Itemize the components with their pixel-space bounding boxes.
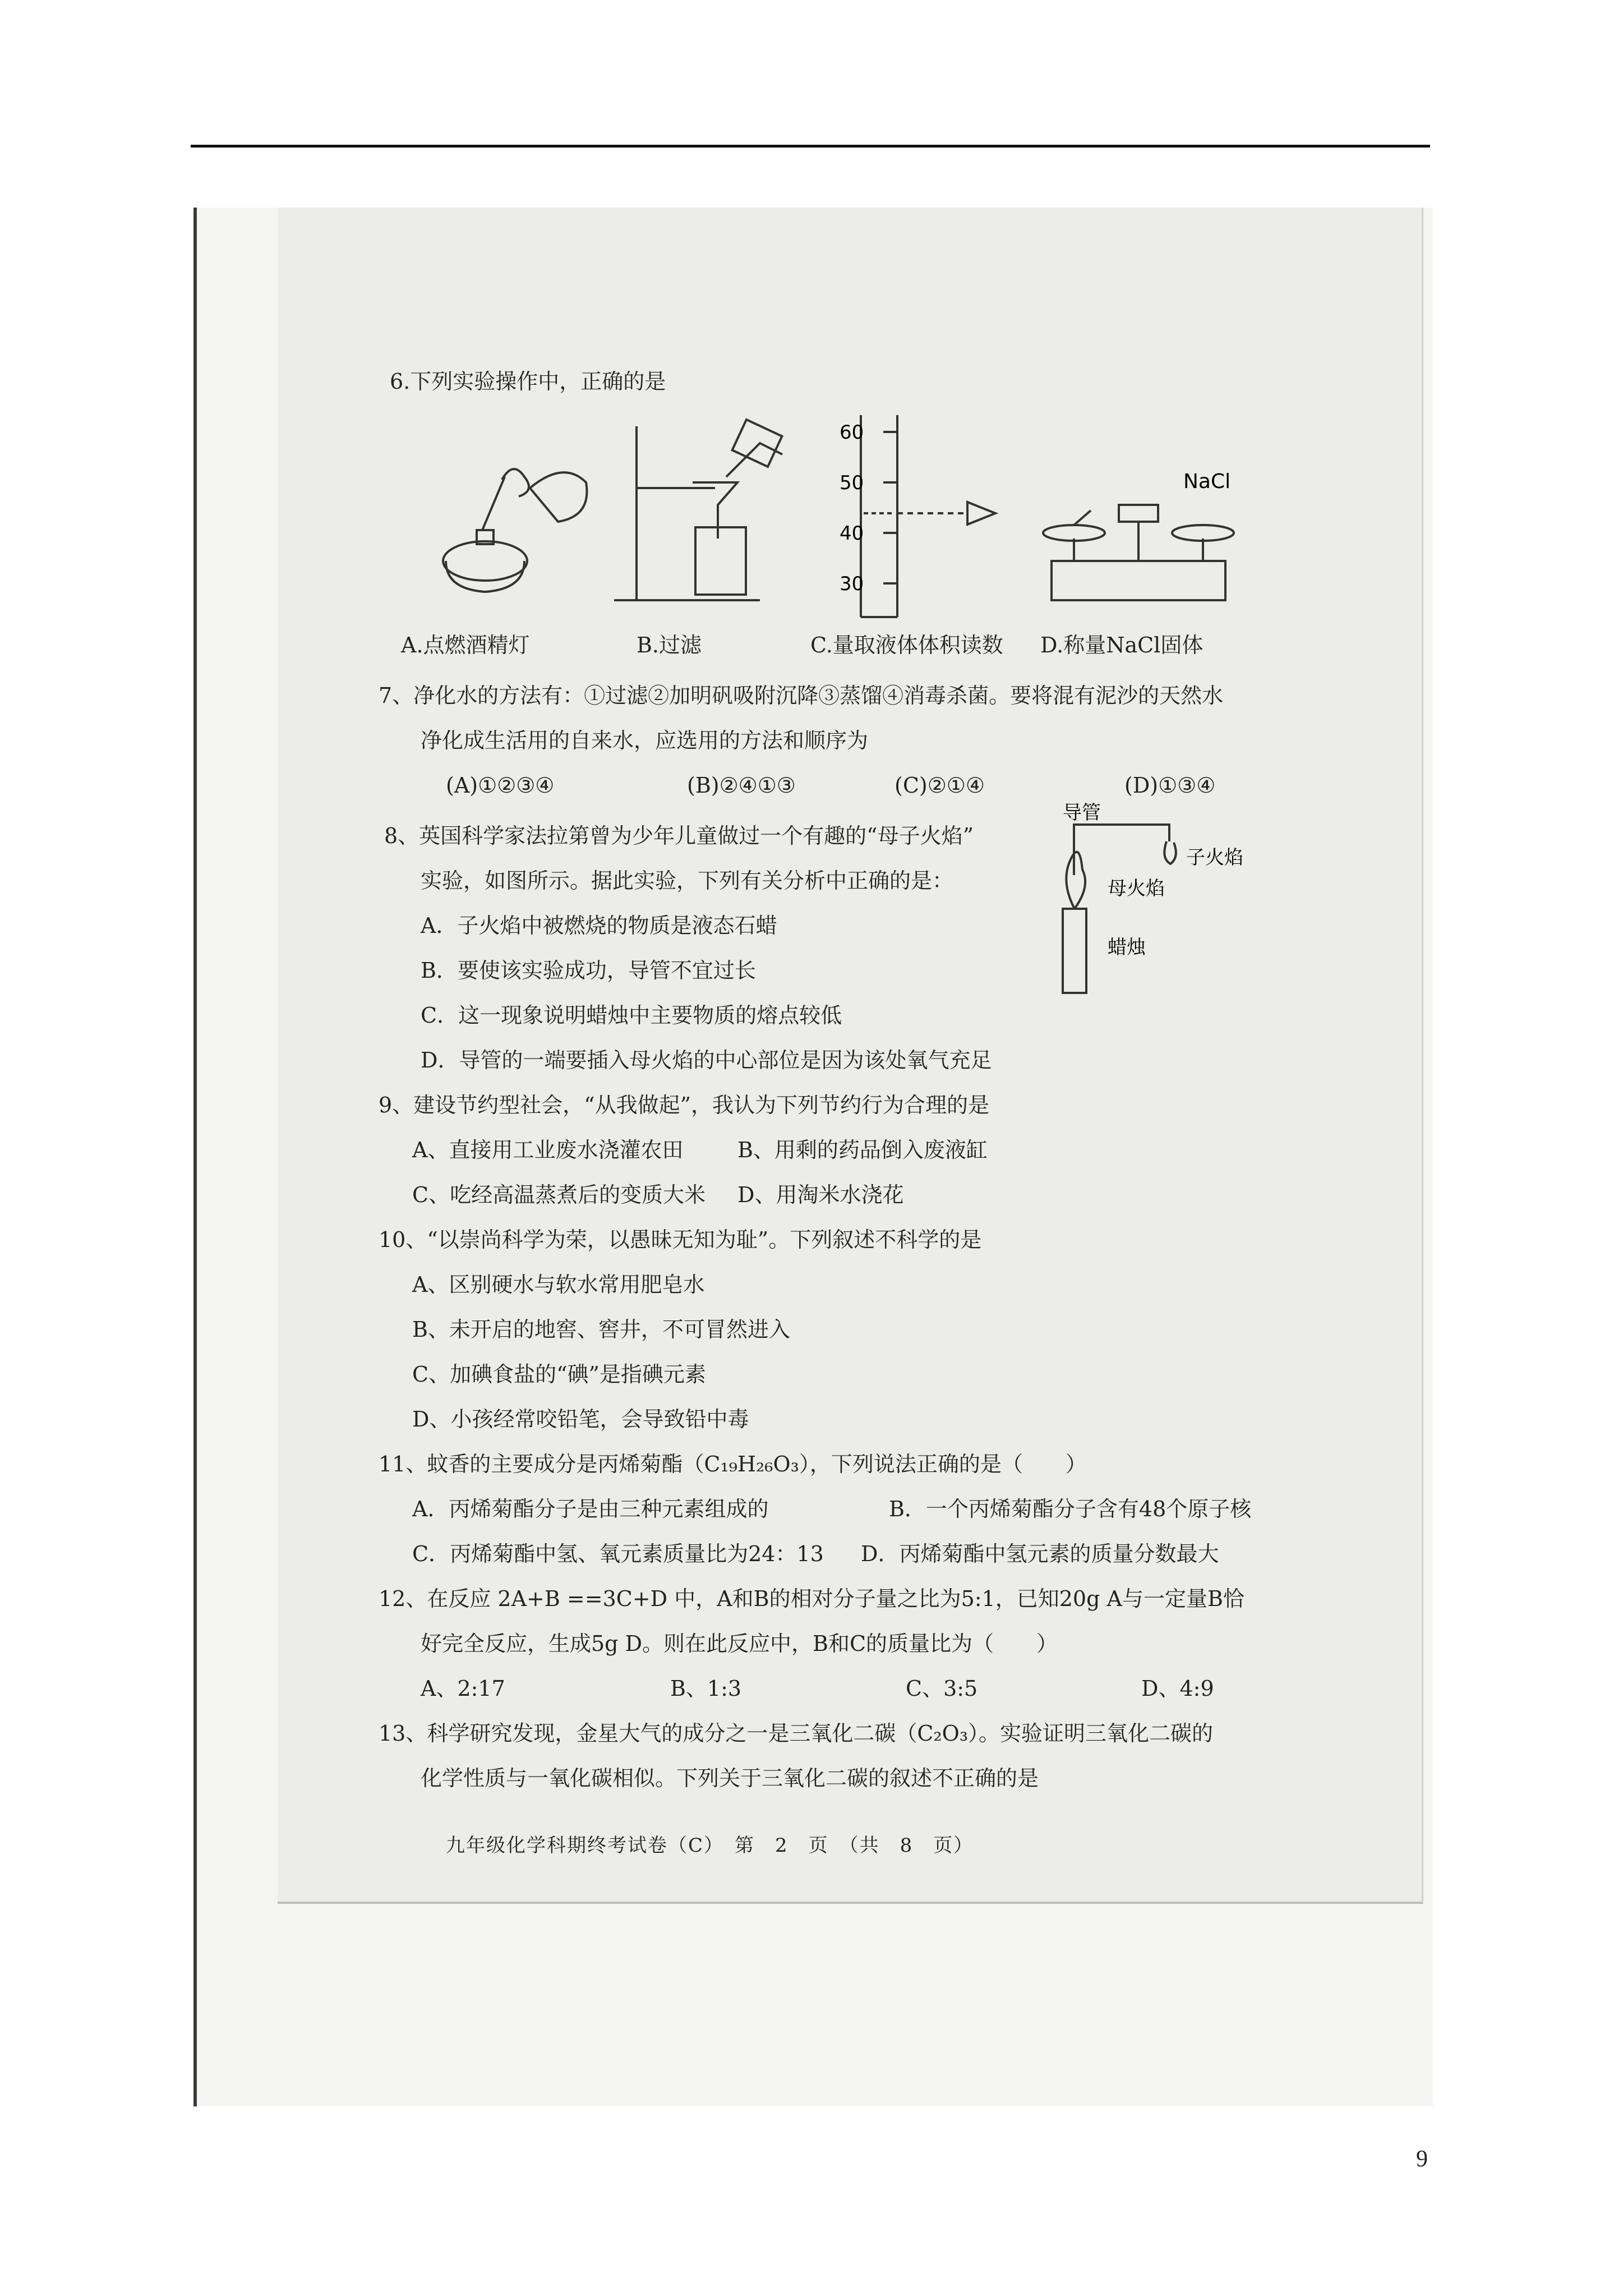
q7-line1: 7、净化水的方法有：①过滤②加明矾吸附沉降③蒸馏④消毒杀菌。要将混有泥沙的天然水 (379, 683, 1224, 708)
q7-option-a: (A)①②③④ (446, 773, 555, 798)
label-child-flame: 子火焰 (1186, 846, 1243, 869)
q11-option-c: C．丙烯菊酯中氢、氧元素质量比为24：13 (412, 1542, 824, 1566)
q11-option-b: B．一个丙烯菊酯分子含有48个原子核 (889, 1497, 1252, 1521)
q9-option-c: C、吃经高温蒸煮后的变质大米 (412, 1182, 706, 1207)
q7-option-c: (C)②①④ (895, 773, 985, 798)
q9-option-a: A、直接用工业废水浇灌农田 (412, 1138, 684, 1162)
label-tube: 导管 (1063, 802, 1101, 824)
q13-line2: 化学性质与一氧化碳相似。下列关于三氧化二碳的叙述不正确的是 (421, 1766, 1039, 1791)
q6-option-a: A.点燃酒精灯 (401, 633, 530, 657)
q12-option-a: A、2:17 (421, 1676, 505, 1701)
q12-line1: 12、在反应 2A+B ==3C+D 中，A和B的相对分子量之比为5:1，已知20g A与一定量B恰 (379, 1586, 1244, 1611)
q8-option-b: B．要使该实验成功，导管不宜过长 (421, 958, 756, 983)
balance-label: NaCl (1183, 470, 1231, 493)
q8-line2: 实验，如图所示。据此实验，下列有关分析中正确的是： (421, 868, 954, 893)
q8-option-d: D．导管的一端要插入母火焰的中心部位是因为该处氧气充足 (421, 1048, 992, 1073)
q7-option-b: (B)②④①③ (687, 773, 796, 798)
q11-option-d: D．丙烯菊酯中氢元素的质量分数最大 (861, 1542, 1219, 1566)
q11-option-a: A．丙烯菊酯分子是由三种元素组成的 (412, 1497, 769, 1521)
q10-option-b: B、未开启的地窖、窖井，不可冒然进入 (412, 1317, 790, 1342)
cylinder-tick-50: 50 (840, 472, 864, 494)
q12-line2: 好完全反应，生成5g D。则在此反应中，B和C的质量比为（ ） (421, 1631, 1058, 1656)
q12-option-c: C、3:5 (906, 1676, 978, 1701)
q10-stem: 10、“以崇尚科学为荣，以愚昧无知为耻”。下列叙述不科学的是 (379, 1227, 982, 1252)
q9-stem: 9、建设节约型社会，“从我做起”，我认为下列节约行为合理的是 (379, 1093, 990, 1117)
q7-line2: 净化成生活用的自来水，应选用的方法和顺序为 (421, 728, 869, 753)
q9-option-d: D、用淘米水浇花 (737, 1182, 904, 1207)
q10-option-d: D、小孩经常咬铅笔，会导致铅中毒 (412, 1407, 749, 1432)
scan-edge (193, 208, 197, 2106)
q10-option-a: A、区别硬水与软水常用肥皂水 (412, 1272, 705, 1297)
label-mother-flame: 母火焰 (1108, 877, 1165, 900)
cylinder-tick-40: 40 (840, 522, 864, 545)
graduated-cylinder-figure (861, 415, 995, 617)
page-number: 9 (1416, 2146, 1428, 2172)
q13-line1: 13、科学研究发现，金星大气的成分之一是三氧化二碳（C₂O₃）。实验证明三氧化二碳的 (379, 1721, 1214, 1746)
q12-option-d: D、4:9 (1141, 1676, 1214, 1701)
q6-option-d: D.称量NaCl固体 (1040, 633, 1204, 657)
q8-option-c: C．这一现象说明蜡烛中主要物质的熔点较低 (421, 1003, 842, 1028)
q10-option-c: C、加碘食盐的“碘”是指碘元素 (412, 1362, 706, 1387)
header-rule (191, 145, 1430, 148)
q8-line1: 8、英国科学家法拉第曾为少年儿童做过一个有趣的“母子火焰” (384, 823, 974, 848)
cylinder-tick-30: 30 (840, 573, 864, 595)
alcohol-lamp-figure (443, 469, 587, 592)
q6-option-b: B.过滤 (637, 633, 702, 657)
q11-stem: 11、蚊香的主要成分是丙烯菊酯（C₁₉H₂₆O₃），下列说法正确的是（ ） (379, 1452, 1087, 1476)
cylinder-tick-60: 60 (840, 421, 864, 444)
q6-stem: 6.下列实验操作中，正确的是 (390, 369, 666, 394)
exam-footer: 九年级化学科期终考试卷（C） 第 2 页 （共 8 页） (446, 1834, 974, 1857)
q12-option-b: B、1:3 (670, 1676, 742, 1701)
candle-flame-figure (1040, 797, 1265, 999)
q8-option-a: A．子火焰中被燃烧的物质是液态石蜡 (421, 913, 777, 938)
q9-option-b: B、用剩的药品倒入废液缸 (737, 1138, 988, 1162)
filtration-figure (614, 420, 782, 600)
label-candle: 蜡烛 (1108, 936, 1146, 959)
balance-figure (1043, 505, 1234, 600)
q7-option-d: (D)①③④ (1124, 773, 1216, 798)
q6-option-c: C.量取液体体积读数 (810, 633, 1003, 657)
